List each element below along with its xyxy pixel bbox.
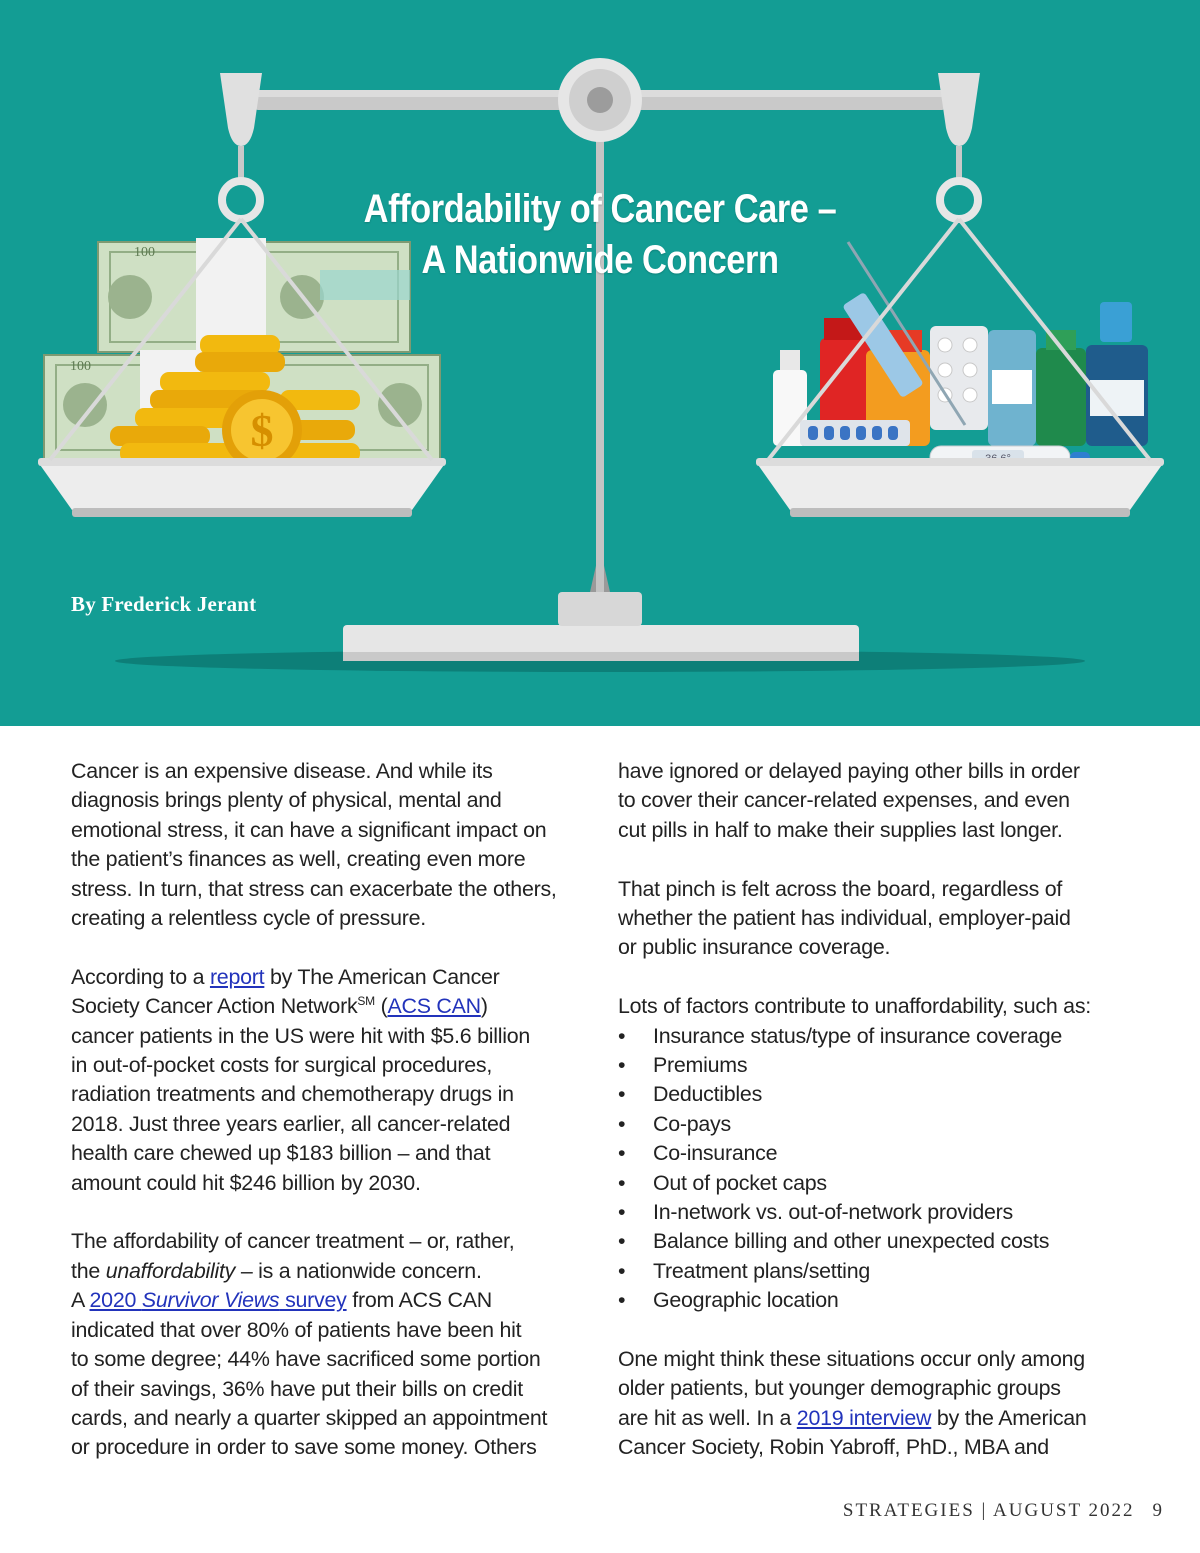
interview-link[interactable]: 2019 interview (796, 1405, 932, 1430)
list-item: • Treatment plans/setting (618, 1257, 1138, 1286)
page-number: 9 (1152, 1500, 1162, 1521)
link-text: survey (279, 1288, 347, 1313)
paragraph-survey (71, 1227, 591, 1462)
list-item: • Geographic location (618, 1286, 1138, 1315)
paragraph-pinch: That pinch is felt across the board, regardless of whether the patient has individual, employer-paid or public insurance coverage. (618, 876, 1071, 960)
list-item: • In-network vs. out-of-network providers (618, 1198, 1138, 1227)
list-item: • Co-insurance (618, 1139, 1138, 1168)
text-span: from ACS CAN indicated that over 80% of patients have been hit to some degree; 44% have sacrificed some portion of their savings, 36% have put their bills on credit cards, and nearly a quarter skipped an appointment or procedure in order to save some money. Others (71, 1288, 548, 1460)
acs-can-link[interactable]: ACS CAN (387, 994, 481, 1019)
link-emphasis: Survivor Views (141, 1288, 280, 1313)
factors-lead: Lots of factors contribute to unaffordability, such as: (618, 994, 1091, 1019)
link-text: 2020 (89, 1288, 142, 1313)
text-span: ( (374, 994, 388, 1019)
title-line-1: Affordability of Cancer Care – (363, 187, 837, 231)
balance-scale-illustration (0, 0, 1200, 726)
list-item: • Co-pays (618, 1110, 1138, 1139)
spray-bottle-icon (1100, 302, 1132, 342)
paragraph-report (71, 963, 591, 1198)
title-line-2: A Nationwide Concern (421, 238, 779, 282)
cash-band-label: 100 (134, 245, 155, 260)
cash-band-label: 100 (70, 359, 91, 374)
page-title (342, 184, 858, 286)
paragraph-younger-patients (618, 1345, 1138, 1463)
factors-list (618, 1022, 1138, 1316)
right-pan-icon (756, 462, 1164, 510)
list-item: • Out of pocket caps (618, 1169, 1138, 1198)
survivor-views-survey-link[interactable] (90, 1288, 347, 1312)
text-span: According to a (71, 964, 210, 989)
article-column-right (618, 757, 1138, 1463)
byline: By Frederick Jerant (71, 592, 257, 616)
emphasis-text: unaffordability (105, 1258, 236, 1283)
page-footer (843, 1500, 1162, 1522)
text-span: The affordability of cancer treatment – or, rather, the (71, 1229, 515, 1283)
text-span: by the American Cancer Society, Robin Yabroff, PhD., MBA and (618, 1405, 1087, 1460)
left-pan-icon (38, 462, 446, 510)
text-span: by The American Cancer Society Cancer Action Network (71, 964, 500, 1019)
list-item: • Premiums (618, 1051, 1138, 1080)
text-span: – is a nationwide concern. A (71, 1258, 482, 1313)
paragraph-continued: have ignored or delayed paying other bills in order to cover their cancer-related expenses, and even cut pills in half to make their supplies last longer. (618, 759, 1080, 842)
paragraph-intro: Cancer is an expensive disease. And while its diagnosis brings plenty of physical, mental and emotional stress, it can have a significant impact on the patient’s finances as well, creating even more stress. In turn, that stress can exacerbate the others, creating a relentless cycle of pressure. (71, 759, 557, 931)
coin-symbol: $ (250, 405, 274, 456)
article-column-left (71, 757, 591, 1463)
text-span: ) (480, 994, 488, 1019)
hero-banner (0, 0, 1200, 726)
list-item: • Insurance status/type of insurance coverage (618, 1022, 1138, 1051)
text-span: One might think these situations occur only among older patients, but younger demographic groups are hit as well. In a (618, 1347, 1085, 1430)
report-link[interactable]: report (209, 964, 265, 989)
list-item: • Deductibles (618, 1080, 1138, 1109)
service-mark: SM (357, 994, 375, 1009)
publication-label: STRATEGIES | AUGUST 2022 (842, 1500, 1135, 1521)
list-item: • Balance billing and other unexpected costs (618, 1227, 1138, 1256)
text-span: cancer patients in the US were hit with $5.6 billion in out-of-pocket costs for surgical procedures, radiation treatments and chemotherapy drugs in 2018. Just three years earlier, all cancer-related health care chewed up $183 billion – and that amount could hit $246 billion by 2030. (71, 1023, 531, 1195)
